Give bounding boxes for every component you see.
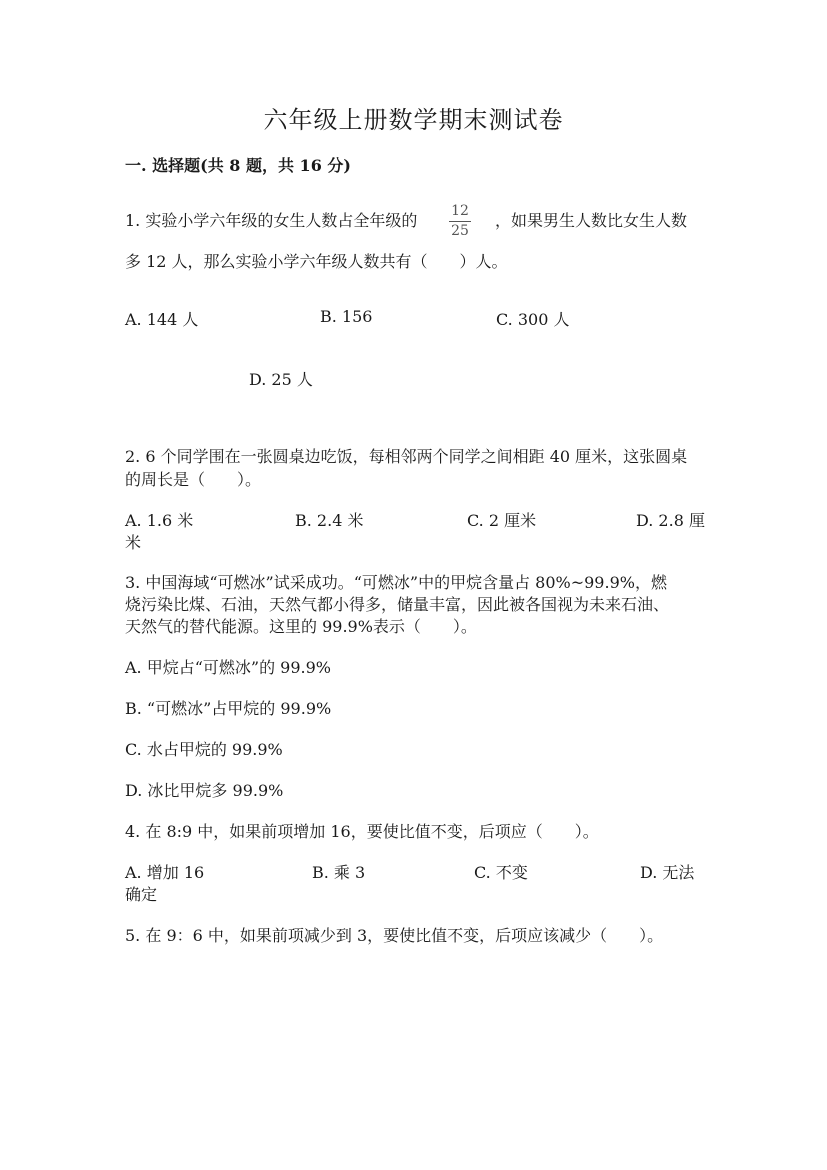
q2-line2: 的周长是（ ）。 xyxy=(125,470,262,489)
q2-option-c[interactable]: C. 2 厘米 xyxy=(467,511,537,530)
q4-line1: 4. 在 8:9 中，如果前项增加 16，要使比值不变，后项应（ ）。 xyxy=(125,822,599,841)
q3-option-c[interactable]: C. 水占甲烷的 99.9% xyxy=(125,740,283,759)
q2-option-d[interactable]: D. 2.8 厘 xyxy=(636,511,705,530)
q1-text-after: ，如果男生人数比女生人数 xyxy=(495,211,688,230)
q2-option-b[interactable]: B. 2.4 米 xyxy=(295,511,364,530)
q3-option-b[interactable]: B. “可燃冰”占甲烷的 99.9% xyxy=(125,699,332,718)
q3-option-d[interactable]: D. 冰比甲烷多 99.9% xyxy=(125,781,284,800)
q4-option-d[interactable]: D. 无法 xyxy=(640,863,695,882)
q3-line3: 天然气的替代能源。这里的 99.9%表示（ ）。 xyxy=(125,617,477,636)
q1-option-c[interactable]: C. 300 人 xyxy=(496,310,570,329)
q1-line2: 多 12 人，那么实验小学六年级人数共有（ ）人。 xyxy=(125,252,508,271)
q4-option-b[interactable]: B. 乘 3 xyxy=(312,863,366,882)
q3-line2: 烧污染比煤、石油，天然气都小得多，储量丰富，因此被各国视为未来石油、 xyxy=(125,595,670,614)
q1-fraction xyxy=(449,204,471,239)
q1-option-a[interactable]: A. 144 人 xyxy=(125,310,199,329)
fraction-numerator: 12 xyxy=(451,203,469,219)
page-title: 六年级上册数学期末测试卷 xyxy=(263,106,564,134)
q4-option-c[interactable]: C. 不变 xyxy=(474,863,528,882)
fraction-bar xyxy=(449,221,471,222)
q3-line1: 3. 中国海域“可燃冰”试采成功。“可燃冰”中的甲烷含量占 80%~99.9%，燃 xyxy=(125,573,667,592)
section-heading: 一. 选择题(共 8 题，共 16 分) xyxy=(125,156,351,175)
q1-text-before: 1. 实验小学六年级的女生人数占全年级的 xyxy=(125,211,418,230)
q4-option-d-wrap: 确定 xyxy=(125,885,158,904)
q2-option-d-wrap: 米 xyxy=(125,533,142,552)
q5-line1: 5. 在 9：6 中，如果前项减少到 3，要使比值不变，后项应该减少（ ）。 xyxy=(125,926,664,945)
q2-option-a[interactable]: A. 1.6 米 xyxy=(125,511,194,530)
q4-option-a[interactable]: A. 增加 16 xyxy=(125,863,205,882)
q2-line1: 2. 6 个同学围在一张圆桌边吃饭，每相邻两个同学之间相距 40 厘米，这张圆桌 xyxy=(125,447,688,466)
fraction-denominator: 25 xyxy=(451,223,469,239)
q3-option-a[interactable]: A. 甲烷占“可燃冰”的 99.9% xyxy=(125,658,332,677)
q1-option-d[interactable]: D. 25 人 xyxy=(249,370,313,389)
q1-option-b[interactable]: B. 156 xyxy=(320,307,373,326)
